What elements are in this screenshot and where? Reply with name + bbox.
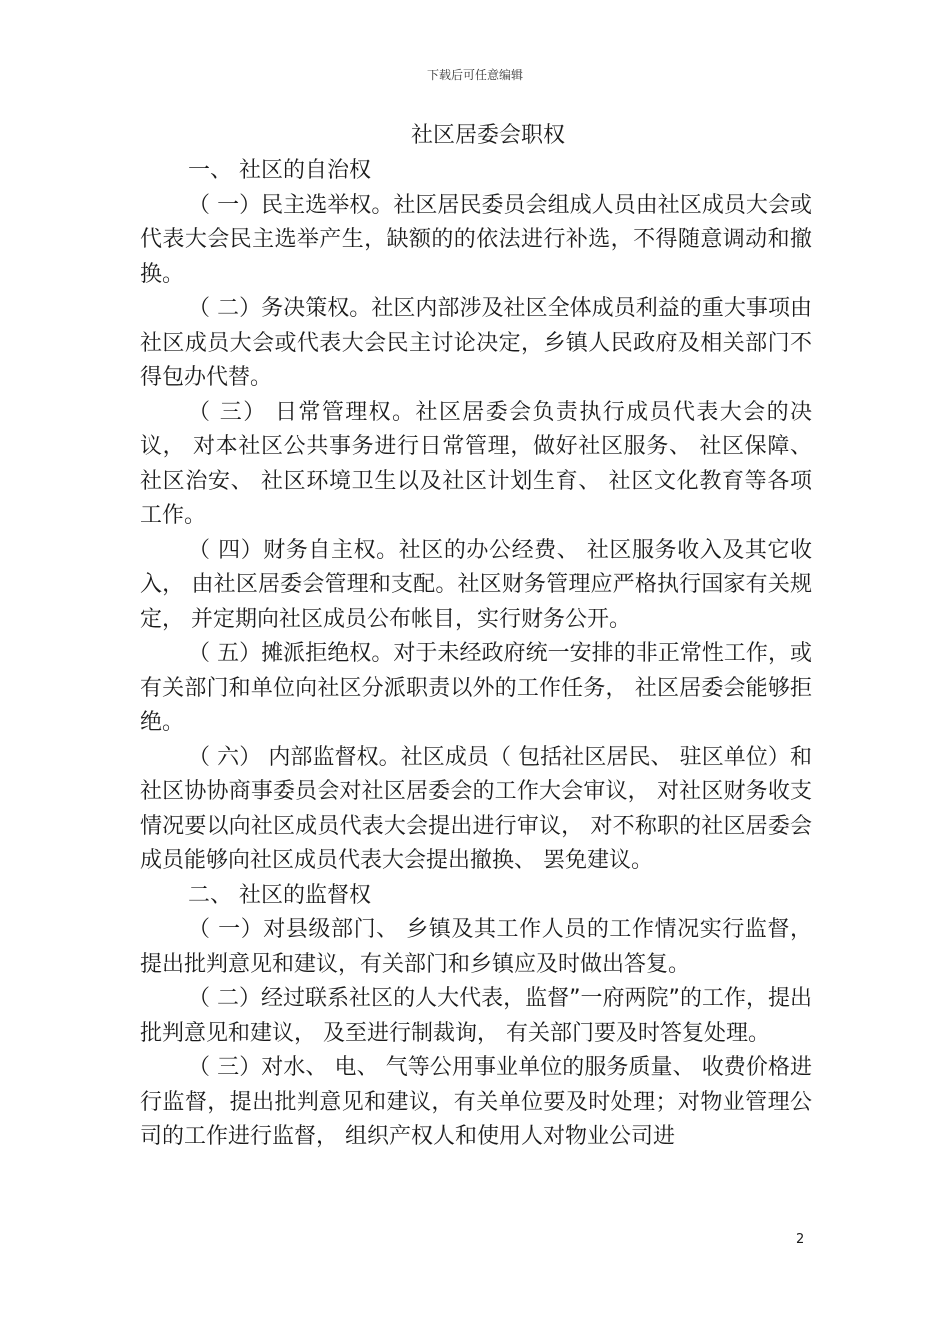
document-title: 社区居委会职权	[410, 123, 565, 148]
section-heading: 一、 社区的自治权	[188, 158, 371, 183]
paragraph: （ 一）对县级部门、 乡镇及其工作人员的工作情况实行监督， 提出批判意见和建议，有关部门和乡镇应及时做出答复。	[140, 917, 812, 977]
paragraph: （ 二）务决策权。社区内部涉及社区全体成员利益的重大事项由社区成员大会或代表大会民主讨论决定，乡镇人民政府及相关部门不得包办代替。	[140, 296, 812, 390]
paragraph: （ 六） 内部监督权。社区成员（ 包括社区居民、 驻区单位）和社区协协商事委员会对社区居委会的工作大会审议， 对社区财务收支情况要以向社区成员代表大会提出进行审议， 对不称职的社区居委会成员能够向社区成员代表大会提出撤换、 罢免建议。	[140, 744, 812, 873]
paragraph: （ 四）财务自主权。社区的办公经费、 社区服务收入及其它收入， 由社区居委会管理和支配。社区财务管理应严格执行国家有关规定， 并定期向社区成员公布帐目，实行财务公开。	[140, 537, 812, 632]
document-body	[140, 118, 812, 1155]
section-heading: 二、 社区的监督权	[188, 882, 371, 908]
paragraph: （ 一）民主选举权。社区居民委员会组成人员由社区成员大会或代表大会民主选举产生，缺额的的依法进行补选，不得随意调动和撤换。	[140, 192, 812, 287]
paragraph: （ 五）摊派拒绝权。对于未经政府统一安排的非正常性工作，或有关部门和单位向社区分派职责以外的工作任务， 社区居委会能够拒绝。	[140, 641, 812, 735]
paragraph: （ 三） 日常管理权。社区居委会负责执行成员代表大会的决议， 对本社区公共事务进行日常管理，做好社区服务、 社区保障、 社区治安、 社区环境卫生以及社区计划生育、 社区文化教育等各项工作。	[140, 399, 812, 528]
page-header: 下载后可任意编辑	[426, 68, 523, 82]
page-number: 2	[796, 1232, 805, 1247]
paragraph: （ 二）经过联系社区的人大代表，监督”一府两院”的工作，提出批判意见和建议， 及至进行制裁询， 有关部门要及时答复处理。	[140, 986, 812, 1046]
paragraph: （ 三）对水、 电、 气等公用事业单位的服务质量、 收费价格进行监督，提出批判意见和建议，有关单位要及时处理；对物业管理公司的工作进行监督， 组织产权人和使用人对物业公司进	[140, 1055, 812, 1149]
